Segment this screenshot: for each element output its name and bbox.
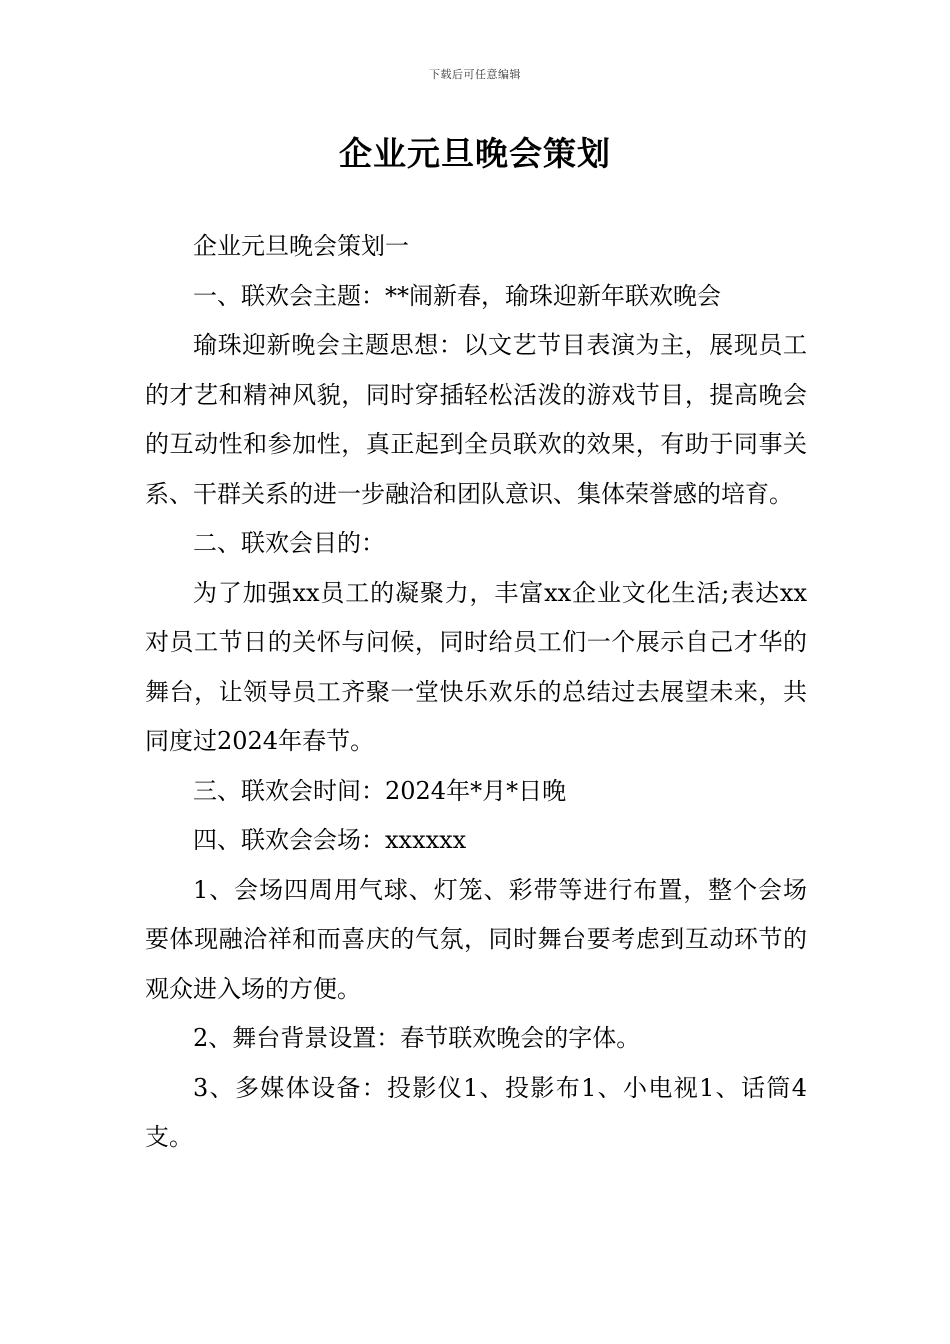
header-note: 下载后可任意编辑 — [429, 68, 521, 81]
paragraph-venue: 四、联欢会会场：xxxxxx — [193, 826, 467, 854]
paragraph-time: 三、联欢会时间：2024年*月*日晚 — [193, 776, 567, 805]
paragraph-venue-decor: 1、会场四周用气球、灯笼、彩带等进行布置，整个会场要体现融洽祥和而喜庆的气氛，同时舞台要考虑到互动环节的观众进入场的方便。 — [145, 875, 807, 1003]
paragraph-theme-idea: 瑜珠迎新晚会主题思想：以文艺节目表演为主，展现员工的才艺和精神风貌，同时穿插轻松活泼的游戏节目，提高晚会的互动性和参加性，真正起到全员联欢的效果，有助于同事关系、干群关系的进一步融洽和团队意识、集体荣誉感的培育。 — [145, 331, 807, 508]
paragraph-stage-background: 2、舞台背景设置：春节联欢晚会的字体。 — [193, 1024, 641, 1052]
paragraph-multimedia: 3、多媒体设备：投影仪1、投影布1、小电视1、话筒4支。 — [145, 1073, 807, 1151]
paragraph-theme: 一、联欢会主题：**闹新春，瑜珠迎新年联欢晚会 — [193, 281, 721, 310]
paragraph-purpose: 为了加强xx员工的凝聚力，丰富xx企业文化生活;表达xx对员工节日的关怀与问候，同时给员工们一个展示自己才华的舞台，让领导员工齐聚一堂快乐欢乐的总结过去展望未来，共同度过2024年春节。 — [145, 578, 807, 755]
document-body — [145, 222, 807, 1163]
paragraph-subtitle: 企业元旦晚会策划一 — [193, 232, 409, 260]
paragraph-purpose-heading: 二、联欢会目的： — [193, 529, 385, 557]
document-title: 企业元旦晚会策划 — [339, 134, 611, 173]
